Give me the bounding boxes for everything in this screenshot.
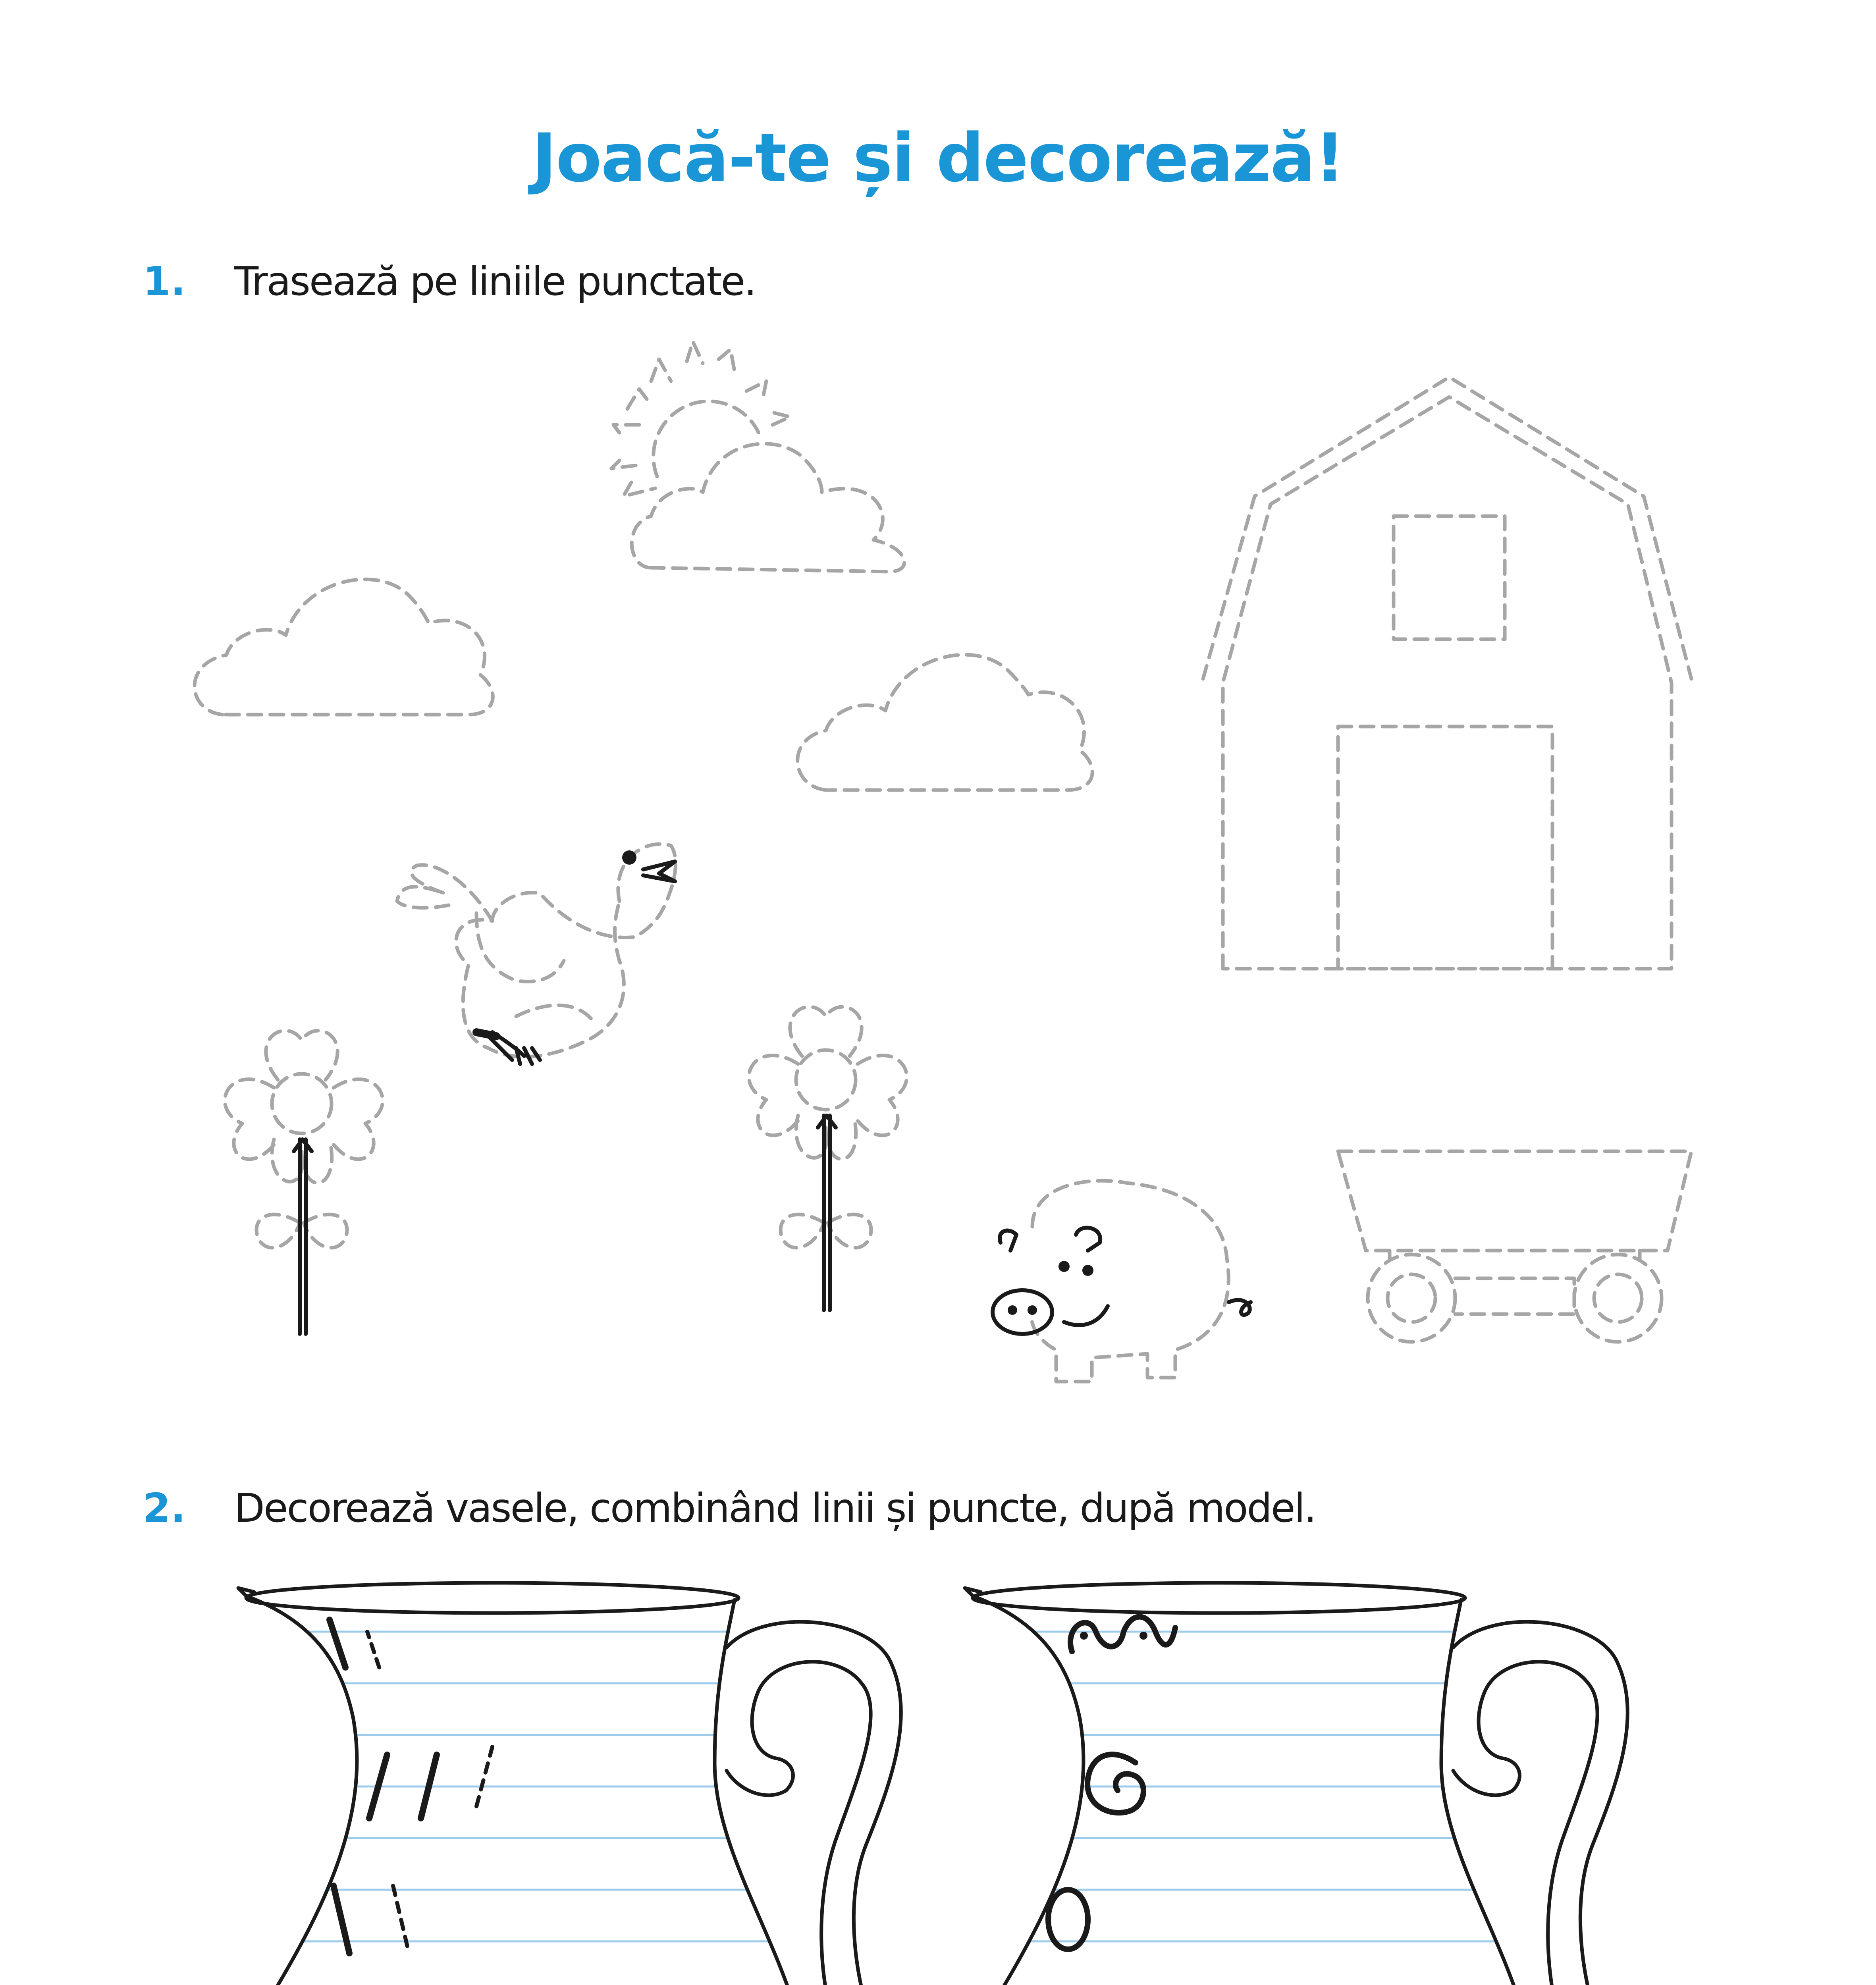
wagon-icon [1338, 1151, 1691, 1342]
pig-body [1032, 1181, 1228, 1382]
page-title: Joacă-te și decorează! [532, 119, 1344, 197]
cloud-icon [195, 579, 493, 715]
exercise-2-number: 2. [143, 1485, 186, 1531]
cloud-icon [798, 655, 1093, 790]
exercise-1-number: 1. [143, 258, 186, 304]
bird-icon [397, 844, 676, 1057]
barn-icon [1203, 377, 1691, 969]
cloud-icon [632, 444, 904, 572]
exercise-1-instruction: Trasează pe liniile punctate. [234, 258, 756, 304]
exercise-2-instruction: Decorează vasele, combinând linii și puncte, după model. [234, 1485, 1316, 1531]
right-jug-outline [965, 1583, 1632, 1985]
sun-icon [611, 341, 790, 496]
left-jug-ruling [199, 1632, 873, 1985]
